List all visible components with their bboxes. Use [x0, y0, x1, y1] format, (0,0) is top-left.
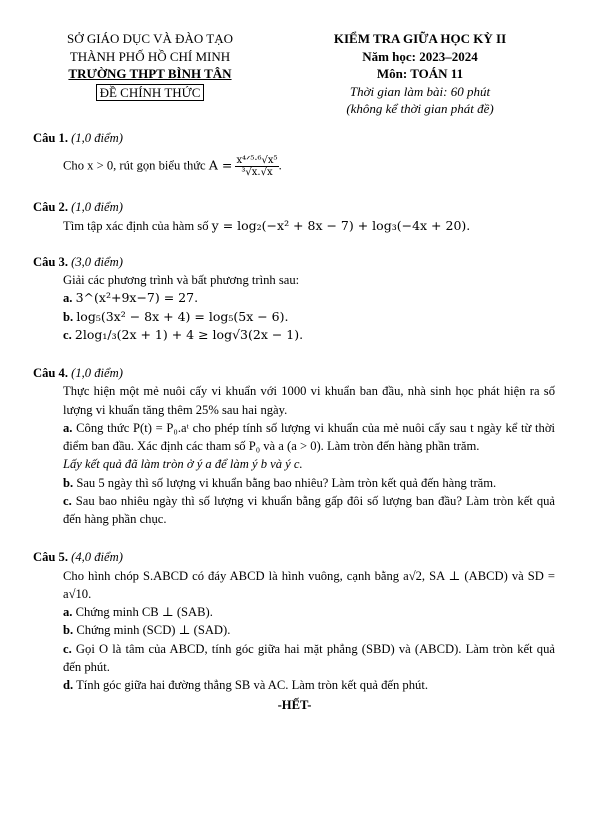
question-1-heading	[33, 129, 555, 147]
part-label: b.	[63, 309, 74, 324]
question-5	[0, 548, 589, 694]
question-3-part-b	[63, 308, 555, 326]
part-label: b.	[63, 475, 74, 490]
time-limit: Thời gian làm bài: 60 phút	[349, 83, 491, 99]
time-note: (không kể thời gian phát đề)	[346, 101, 494, 116]
question-2-expression: y = log₂(−x² + 8x − 7) + log₃(−4x + 20).	[211, 217, 471, 233]
question-5-points: (4,0 điểm)	[71, 550, 123, 565]
question-2-label: Câu 2.	[33, 200, 68, 215]
question-1-label: Câu 1.	[33, 131, 68, 145]
question-5-part-b	[63, 621, 555, 639]
part-label: d.	[63, 678, 74, 692]
question-3-heading	[33, 253, 555, 271]
department-line-2: THÀNH PHỐ HỒ CHÍ MINH	[69, 48, 231, 64]
question-1-denominator: ³√x.√x	[241, 167, 273, 179]
question-4-part-b	[63, 474, 555, 492]
question-5-part-a-text: Chứng minh CB ⊥ (SAB).	[75, 605, 213, 619]
question-4-points: (1,0 điểm)	[71, 366, 123, 380]
question-4-part-c-text: Sau bao nhiêu ngày thì số lượng vi khuẩn bằng gấp đôi số lượng ban đầu? Làm tròn kết quả đến hàng phần chục.	[63, 493, 556, 526]
question-5-part-b-text: Chứng minh (SCD) ⊥ (SAD).	[76, 623, 231, 638]
question-4-part-a	[63, 419, 555, 456]
question-2-heading	[33, 198, 555, 216]
school-year: Năm học: 2023–2024	[362, 48, 478, 64]
question-1-expression-lhs: A =	[208, 157, 233, 173]
question-3-part-a	[63, 289, 555, 307]
question-2-points: (1,0 điểm)	[71, 200, 123, 215]
question-5-part-d-text: Tính góc giữa hai đường thẳng SB và AC. Làm tròn kết quả đến phút.	[76, 678, 428, 692]
question-4-label: Câu 4.	[33, 366, 68, 380]
question-5-part-d	[63, 676, 555, 694]
question-1-points: (1,0 điểm)	[71, 131, 123, 145]
question-5-intro: Cho hình chóp S.ABCD có đáy ABCD là hình vuông, cạnh bằng a√2, SA ⊥ (ABCD) và SD = a√10.	[63, 568, 555, 601]
question-3-part-a-expression: 3^(x²+9x−7) = 27.	[75, 290, 199, 306]
part-label: c.	[63, 327, 72, 342]
official-exam-badge: ĐỀ CHÍNH THỨC	[96, 84, 205, 101]
question-2-text: Tìm tập xác định của hàm số	[63, 218, 209, 233]
department-line-1: SỞ GIÁO DỤC VÀ ĐÀO TẠO	[67, 31, 233, 46]
questions	[0, 129, 589, 715]
question-3-part-c-expression: 2log₁/₃(2x + 1) + 4 ≥ log√3(2x − 1).	[74, 326, 304, 342]
question-3-intro: Giải các phương trình và bất phương trình sau:	[63, 273, 300, 287]
part-label: b.	[63, 623, 74, 638]
question-4-body	[33, 382, 555, 528]
question-3-points: (3,0 điểm)	[71, 254, 123, 269]
part-label: c.	[63, 641, 72, 656]
part-label: a.	[63, 605, 73, 619]
question-5-part-c	[63, 640, 555, 677]
question-2-body	[33, 217, 555, 235]
question-1	[0, 129, 589, 178]
question-1-numerator: x⁴ᐟ⁵·⁶√x⁵	[236, 155, 278, 167]
header-right	[300, 30, 540, 118]
question-1-text: Cho x > 0, rút gọn biểu thức	[63, 158, 206, 173]
question-5-body	[33, 567, 555, 695]
question-1-body: Cho x > 0, rút gọn biểu thức A = $\frac{\text{x⁴ᐟ⁵·⁶√x⁵}}{\text{³√x.√x}}$ .	[63, 155, 282, 179]
question-4	[0, 364, 589, 528]
question-1-fraction	[235, 155, 278, 178]
question-5-heading	[33, 548, 555, 566]
school-name: TRƯỜNG THPT BÌNH TÂN	[68, 66, 232, 81]
exam-title: KIỂM TRA GIỮA HỌC KỲ II	[333, 31, 507, 46]
end-marker: -HẾT-	[277, 698, 312, 713]
question-5-part-c-text: Gọi O là tâm của ABCD, tính góc giữa hai mặt phẳng (SBD) và (ABCD). Làm tròn kết quả đến phút.	[63, 641, 555, 674]
question-4-heading	[33, 364, 555, 382]
question-3-label: Câu 3.	[33, 254, 68, 269]
question-4-part-b-text: Sau 5 ngày thì số lượng vi khuẩn bằng bao nhiêu? Làm tròn kết quả đến hàng trăm.	[76, 475, 497, 490]
question-3	[0, 253, 589, 344]
question-4-part-c	[63, 492, 555, 529]
question-4-intro: Thực hiện một mẻ nuôi cấy vi khuẩn với 1000 vi khuẩn ban đầu, nhà sinh học phát hiện ra số lượng vi khuẩn tăng thêm 25% sau hai ngày.	[63, 384, 555, 417]
question-3-part-b-expression: log₅(3x² − 8x + 4) = log₅(5x − 6).	[76, 308, 289, 324]
question-3-part-c	[63, 326, 555, 344]
question-2	[0, 198, 589, 235]
part-label: a.	[63, 291, 73, 306]
question-4-part-a-text: Công thức P(t) = P₀.aᵗ cho phép tính số lượng vi khuẩn của mẻ nuôi cấy sau t ngày kể từ thời điểm ban đầu. Xác định các tham số P₀ và a (a > 0). Làm tròn đến hàng phần trăm.	[63, 420, 556, 453]
question-5-label: Câu 5.	[33, 550, 68, 565]
header-left	[42, 30, 258, 101]
question-5-part-a	[63, 603, 555, 621]
subject: Môn: TOÁN 11	[376, 66, 464, 81]
question-4-note: Lấy kết quả đã làm tròn ở ý a để làm ý b và ý c.	[63, 457, 303, 472]
question-3-body	[33, 271, 555, 344]
part-label: c.	[63, 493, 72, 508]
part-label: a.	[63, 420, 73, 435]
